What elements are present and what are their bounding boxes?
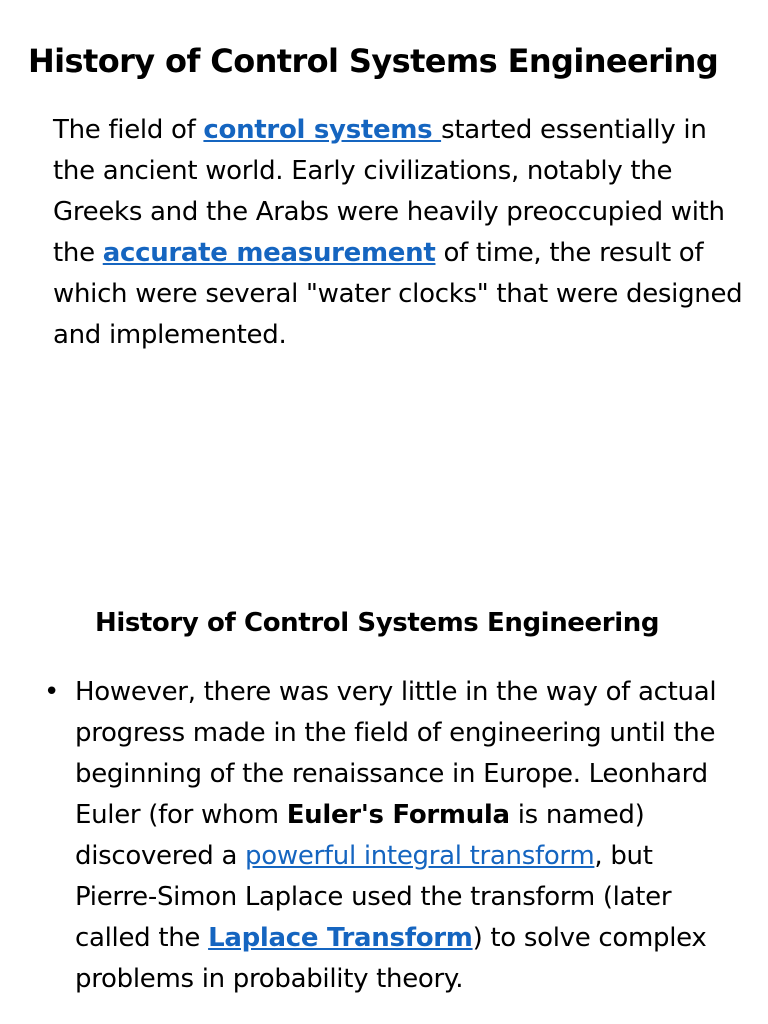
bullet-dot-icon: • — [44, 677, 60, 707]
bullet-list — [44, 672, 734, 1000]
slide-2-title: History of Control Systems Engineering — [94, 608, 660, 638]
paragraph-text-1: The field of — [53, 115, 204, 145]
bullet-text-4: ) to solve complex problems in probability theory. — [75, 923, 707, 994]
powerful-integral-transform-link[interactable]: powerful integral transform — [245, 841, 595, 871]
slide-2 — [0, 560, 768, 1024]
bullet-text-3: , but Pierre-Simon Laplace used the transform (later called the — [75, 841, 672, 953]
eulers-formula-text: Euler's Formula — [286, 800, 510, 830]
slide-1-title: History of Control Systems Engineering — [28, 42, 719, 80]
paragraph-text-3: of time, the result of which were several "water clocks" that were designed and implemented. — [53, 238, 743, 350]
laplace-transform-link[interactable]: Laplace Transform — [208, 923, 473, 953]
bullet-text-2: is named) discovered a — [75, 800, 645, 871]
accurate-measurement-link[interactable]: accurate measurement — [102, 238, 436, 268]
paragraph-text-2: started essentially in the ancient world. Early civilizations, notably the Greeks and the Arabs were heavily preoccupied with the — [53, 115, 725, 268]
slide-1-paragraph — [53, 110, 743, 356]
bullet-text-1: However, there was very little in the way of actual progress made in the field of engineering until the beginning of the renaissance in Europe. Leonhard Euler (for whom — [75, 677, 717, 830]
control-systems-link[interactable]: control systems — [203, 115, 442, 145]
bullet-item — [44, 672, 734, 1000]
